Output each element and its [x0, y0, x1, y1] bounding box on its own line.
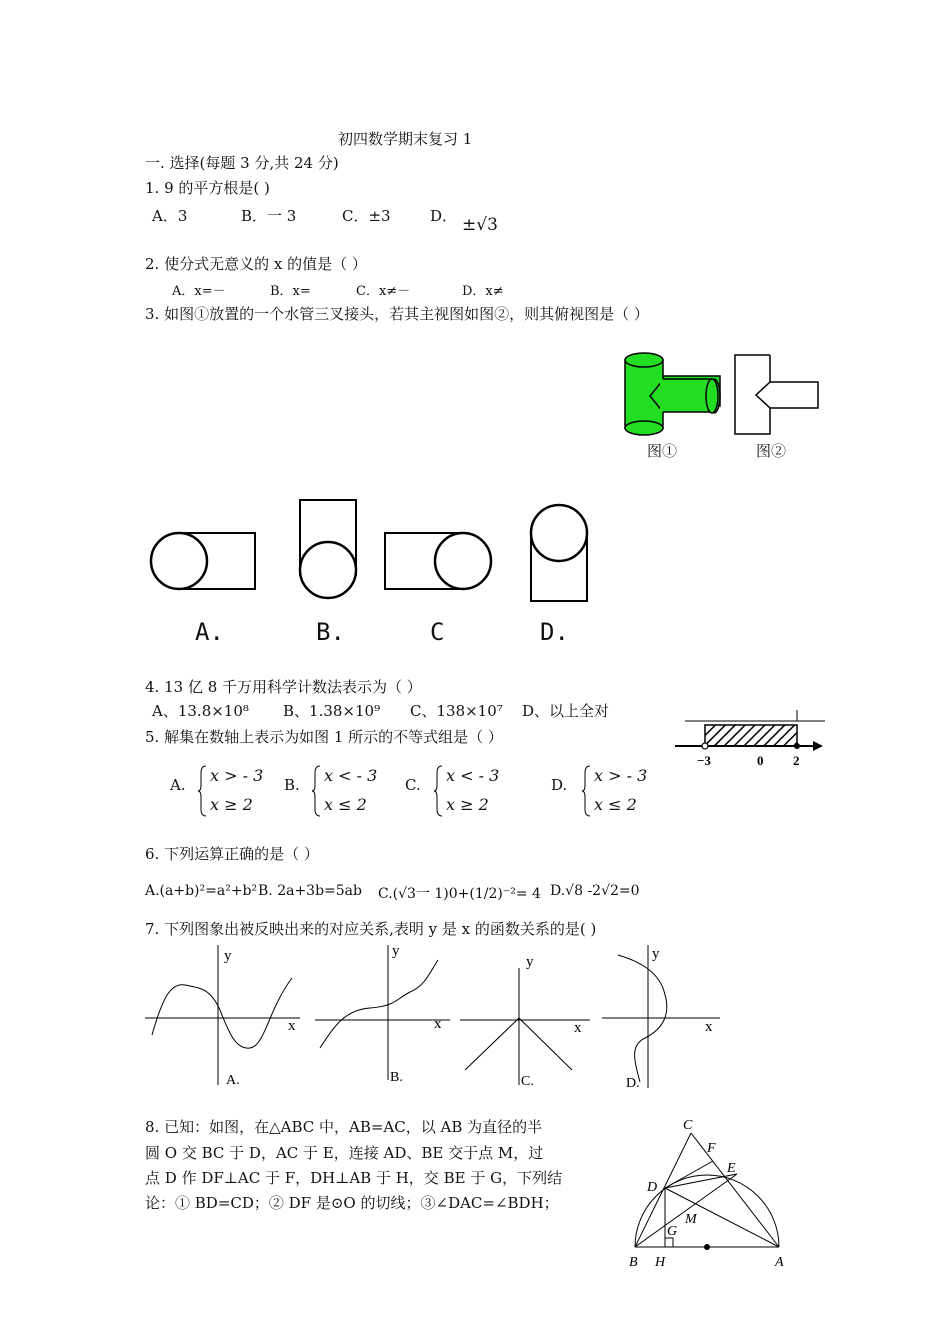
q4-option-b: B、1.38×10⁹ [283, 702, 381, 720]
q1-option-b: B．一 3 [241, 207, 297, 225]
q7-label-a: A. [226, 1073, 240, 1088]
q5-option-a-letter: A. [170, 776, 186, 794]
fig1-label: 图① [647, 442, 678, 460]
q4-stem: 4. 13 亿 8 千万用科学计数法表示为（ ） [145, 678, 422, 696]
page-title: 初四数学期末复习 1 [338, 130, 473, 148]
point-e: E [727, 1161, 736, 1176]
q2-option-b: B．x= [270, 284, 311, 299]
q4-option-a: A、13.8×10⁸ [152, 702, 249, 720]
q7-graph-a [145, 945, 300, 1088]
numberline-label-2: 2 [793, 753, 800, 768]
q5-option-a-line1: x > - 3 [210, 766, 264, 785]
point-a: A [775, 1255, 784, 1270]
q3-options-figures [145, 495, 605, 610]
q7-label-b: B. [390, 1070, 403, 1085]
svg-text:x: x [705, 1019, 713, 1035]
point-m: M [685, 1212, 697, 1227]
q7-graph-b [315, 943, 450, 1085]
q5-option-d-line2: x ≤ 2 [594, 795, 637, 814]
q7-stem: 7. 下列图象出被反映出来的对应关系,表明 y 是 x 的函数关系的是( ) [145, 920, 597, 938]
svg-text:x: x [574, 1020, 582, 1036]
q6-option-d: D.√8 -2√2=0 [550, 883, 640, 899]
point-f: F [707, 1141, 716, 1156]
q3-letter-b: B. [316, 618, 345, 646]
numberline-label-neg3: −3 [697, 753, 711, 768]
q4-option-c: C、138×10⁷ [410, 702, 503, 720]
q2-option-c: C．x≠－ [356, 284, 411, 299]
q1-option-d-expression: ±√3 [462, 215, 498, 235]
point-d: D [647, 1180, 658, 1195]
fig2-label: 图② [756, 442, 787, 460]
svg-text:x: x [434, 1016, 442, 1032]
q3-letter-c: C [430, 618, 445, 646]
q2-stem: 2. 使分式无意义的 x 的值是（ ） [145, 255, 367, 273]
q5-option-d-letter: D. [551, 776, 568, 794]
front-view-figure [730, 350, 825, 440]
q3-option-d-figure [531, 505, 587, 601]
q5-option-c-letter: C. [405, 776, 421, 794]
q1-option-c: C．±3 [342, 207, 391, 225]
point-h: H [655, 1255, 666, 1270]
q5-option-d-line1: x > - 3 [594, 766, 648, 785]
svg-text:x: x [288, 1018, 296, 1034]
point-c: C [683, 1118, 693, 1133]
q3-stem: 3. 如图①放置的一个水管三叉接头，若其主视图如图②，则其俯视图是（ ） [145, 305, 649, 323]
svg-text:y: y [224, 948, 232, 964]
numberline-label-0: 0 [757, 753, 764, 768]
brace-icon [198, 765, 208, 817]
q3-letter-a: A. [195, 618, 224, 646]
q1-option-d: D． [430, 207, 458, 225]
q3-option-b-figure [300, 500, 356, 598]
svg-text:y: y [652, 946, 660, 962]
brace-icon [582, 765, 592, 817]
q5-option-c-line1: x < - 3 [446, 766, 500, 785]
q5-option-a-line2: x ≥ 2 [210, 795, 253, 814]
q5-option-b-line2: x ≤ 2 [324, 795, 367, 814]
q6-stem: 6. 下列运算正确的是（ ） [145, 845, 319, 863]
q8-line-2: 圆 O 交 BC 于 D，AC 于 E，连接 AD、BE 交于点 M，过 [145, 1144, 544, 1162]
number-line-figure [675, 705, 835, 770]
brace-icon [312, 765, 322, 817]
section-heading: 一. 选择(每题 3 分,共 24 分) [145, 154, 339, 172]
q4-option-d: D、以上全对 [522, 702, 610, 720]
q8-line-1: 8. 已知：如图，在△ABC 中，AB=AC，以 AB 为直径的半 [145, 1118, 543, 1136]
q7-graphs [140, 940, 730, 1090]
q5-option-b-letter: B. [284, 776, 300, 794]
q8-line-3: 点 D 作 DF⊥AC 于 F，DH⊥AB 于 H，交 BE 于 G，下列结 [145, 1169, 563, 1187]
q1-option-a: A．3 [152, 207, 188, 225]
q8-geometry-figure [625, 1110, 795, 1270]
q5-option-c-line2: x ≥ 2 [446, 795, 489, 814]
q7-label-c: C. [521, 1074, 534, 1089]
q7-graph-d [602, 945, 720, 1090]
svg-text:y: y [392, 943, 400, 959]
brace-icon [434, 765, 444, 817]
q6-option-b: B. 2a+3b=5ab [258, 883, 362, 899]
q1-stem: 1. 9 的平方根是( ) [145, 179, 270, 197]
q3-letter-d: D. [540, 618, 569, 646]
q7-label-d: D. [626, 1076, 640, 1090]
point-b: B [629, 1255, 638, 1270]
svg-text:y: y [526, 954, 534, 970]
q5-option-b-line1: x < - 3 [324, 766, 378, 785]
point-g: G [667, 1224, 678, 1239]
q6-option-a: A.(a+b)²=a²+b² [145, 883, 258, 899]
q5-stem: 5. 解集在数轴上表示为如图 1 所示的不等式组是（ ） [145, 728, 503, 746]
q3-option-c-figure [385, 533, 491, 589]
q2-option-a: A．x=－ [172, 284, 226, 299]
q3-option-a-figure [151, 533, 255, 589]
q7-graph-c [460, 954, 590, 1089]
q6-option-c: C.(√3一 1)0+(1/2)⁻²= 4 [378, 886, 541, 902]
q8-line-4: 论：① BD=CD；② DF 是⊙O 的切线；③∠DAC=∠BDH； [145, 1194, 559, 1212]
q2-option-d: D．x≠ [462, 284, 504, 299]
